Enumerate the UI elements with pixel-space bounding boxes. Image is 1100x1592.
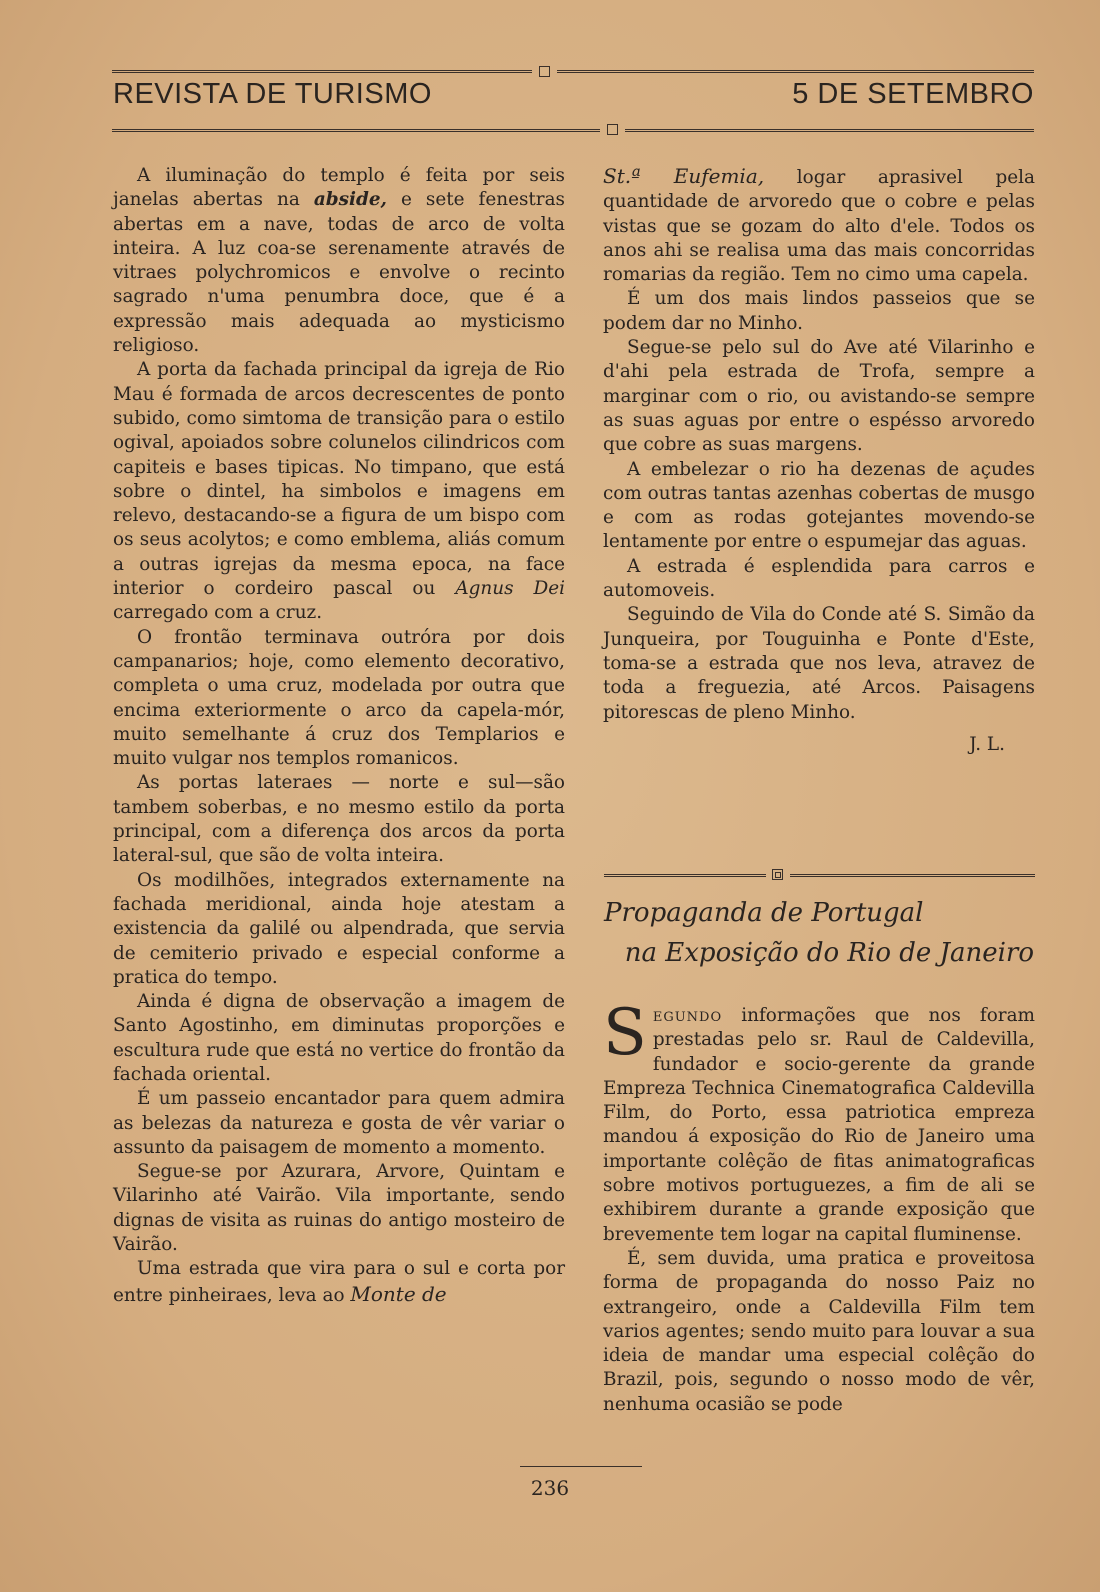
author-signature: J. L. [969, 733, 1005, 755]
text-run: Uma estrada que vira para o sul e corta por entre pinheiraes, leva ao [113, 1258, 565, 1306]
text-run: carregado com a cruz. [113, 602, 323, 624]
header-top-rule-right [557, 70, 1034, 73]
section-rule-left [604, 874, 766, 877]
issue-date: 5 DE SETEMBRO [792, 78, 1034, 110]
paragraph: É um dos mais lindos passeios que se podem dar no Minho. [603, 288, 1035, 334]
paragraph [113, 358, 565, 625]
paragraph: As portas lateraes — norte e sul—são tambem soberbas, e no mesmo estilo da porta principal, com a diferença dos arcos da porta lateral-sul, que são de volta inteira. [113, 772, 565, 867]
text-run: A iluminação do templo é feita por seis janelas abertas na [113, 165, 565, 211]
paragraph: A embelezar o rio ha dezenas de açudes com outras tantas azenhas cobertas de musgo e com as rodas gotejantes movendo-se lentamente por entre o espumejar das aguas. [603, 458, 1035, 553]
paragraph: A estrada é esplendida para carros e automoveis. [603, 555, 1035, 602]
paragraph: Os modilhões, integrados externamente na fachada meridional, ainda hoje atestam a existencia da galilé ou alpendrada, que servia de cemiterio privado e especial conforme a pratica do tempo. [113, 869, 565, 988]
header-bottom-ornament [607, 124, 618, 135]
paragraph: Segue-se pelo sul do Ave até Vilarinho e d'ahi pela estrada de Trofa, sempre a marginar com o rio, ou avistando-se sempre as suas aguas por entre o espésso arvoredo que cobre as suas margens. [603, 337, 1035, 456]
paragraph: É um passeio encantador para quem admira as belezas da natureza e gosta de vêr variar o assunto da paisagem de momento a momento. [113, 1088, 565, 1158]
paragraph: Seguindo de Vila do Conde até S. Simão da Junqueira, por Touguinha e Ponte d'Este, toma-se a estrada que nos leva, atravez de toda a freguezia, até Arcos. Paisagens pitorescas de pleno Minho. [603, 604, 1035, 723]
section-ornament [772, 869, 783, 880]
paragraph: Ainda é digna de observação a imagem de Santo Agostinho, em diminutas proporções e escultura rude que está no vertice do frontão da fachada oriental. [113, 991, 565, 1085]
text-run: A porta da fachada principal da igreja de Rio Mau é formada de arcos decrescentes de ponto subido, como simtoma de transição para o estilo ogival, apoiados sobre colunelos cilindricos com capiteis e bases tipicas. No timpano, que está sobre o dintel, ha simbolos e imagens em relevo, destacando-se a figura de um bispo com os seus acolytos; e como emblema, aliás comum a outras igrejas da mesma epoca, na face interior o cordeiro pascal ou [113, 359, 565, 600]
paragraph: É, sem duvida, uma pratica e proveitosa forma de propaganda do nosso Paiz no extrangeiro, onde a Caldevilla Film tem varios agentes; sendo muito para louvar a sua ideia de mandar uma especial colêção do Brazil, pois, segundo o nosso modo de vêr, nenhuma ocasião se pode [603, 1247, 1035, 1415]
paragraph [603, 996, 1035, 1247]
emphasis-abside: abside, [313, 189, 387, 211]
footer-rule [520, 1466, 642, 1467]
header-top-rule-left [112, 70, 532, 73]
left-column [113, 164, 565, 1308]
text-run: e sete fenestras abertas em a nave, todas de arco de volta inteira. A luz coa-se serenamente através de vitraes polychromicos e envolve o recinto sagrado n'uma penumbra doce, que é a expressão mais adequada ao mysticismo religioso. [113, 189, 565, 357]
paragraph: Segue-se por Azurara, Arvore, Quintam e Vilarinho até Vairão. Vila importante, sendo dignas de visita as ruinas do antigo mosteiro de Vairão. [113, 1161, 565, 1256]
lead-small-caps: egundo [652, 1005, 723, 1026]
emphasis-st-eufemia: St.ª Eufemia, [603, 164, 765, 188]
magazine-title: REVISTA DE TURISMO [113, 78, 432, 110]
text-run: informações que nos foram prestadas pelo sr. Raul de Caldevilla, fundador e socio-gerente da grande Empreza Technica Cinematografica Caldevilla Film, do Porto, essa patriotica empreza mandou á exposição do Rio de Janeiro uma importante colêção de fitas animatograficas sobre motivos portuguezes, a fim de ali se exhibirem durante a grande exposição que brevemente tem logar na capital fluminense. [603, 1005, 1035, 1245]
page-number: 236 [530, 1476, 570, 1500]
header-top-ornament [539, 66, 550, 77]
right-column [603, 164, 1035, 757]
paragraph [113, 164, 565, 358]
drop-cap: S [603, 996, 647, 1070]
article-title-line-1: Propaganda de Portugal [604, 898, 924, 928]
section-rule-right [790, 874, 1035, 877]
paragraph: O frontão terminava outróra por dois campanarios; hoje, como elemento decorativo, completa o uma cruz, modelada por outra que encima exteriormente o arco da capela-mór, muito semelhante á cruz dos Templarios e muito vulgar nos templos romanicos. [113, 626, 565, 770]
text-run: logar aprasivel pela quantidade de arvoredo que o cobre e pelas vistas que se gozam do alto d'ele. Todos os anos ahi se realisa uma das mais concorridas romarias da região. Tem no cimo uma capela. [603, 167, 1035, 286]
paragraph [603, 164, 1035, 287]
paragraph [113, 1257, 565, 1308]
emphasis-monte-de: Monte de [350, 1281, 447, 1306]
article-title-line-2: na Exposição do Rio de Janeiro [624, 938, 1034, 968]
header-bottom-rule-left [112, 129, 600, 132]
emphasis-agnus-dei: Agnus Dei [455, 578, 565, 600]
header-bottom-rule-right [625, 129, 1034, 132]
article-body [603, 996, 1035, 1417]
